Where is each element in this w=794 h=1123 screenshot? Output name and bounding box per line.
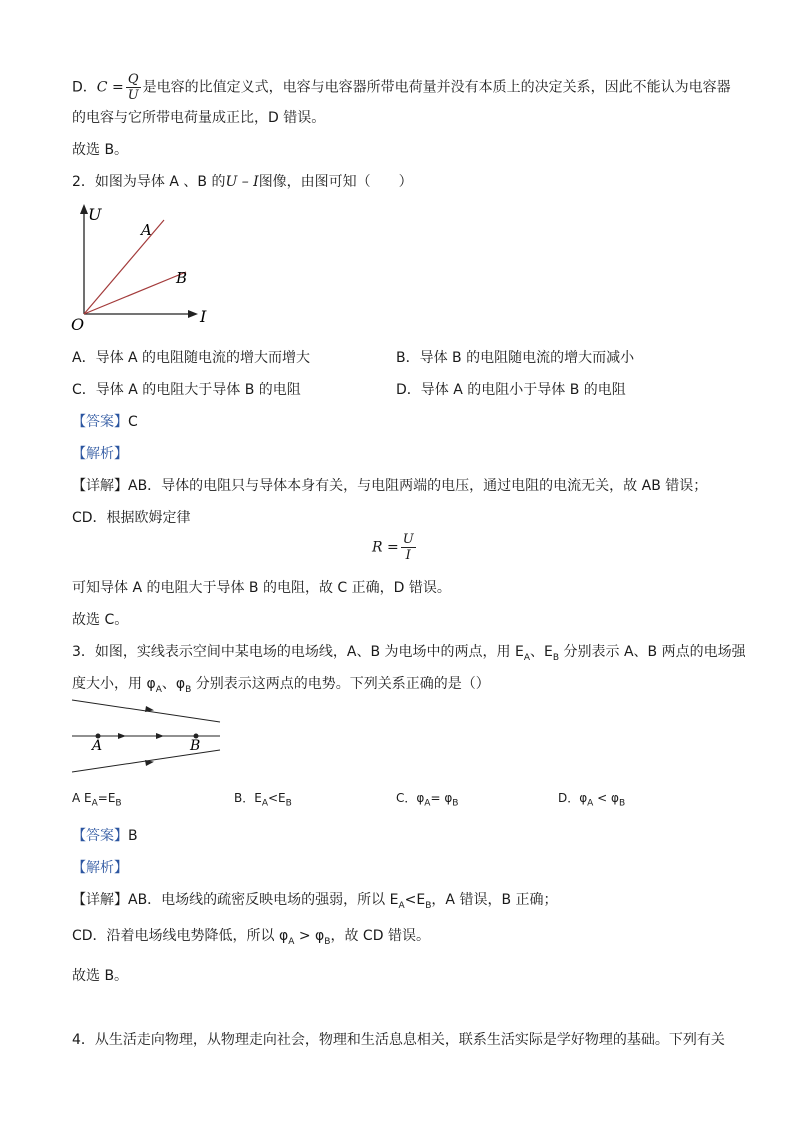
- sub-a: A: [91, 798, 98, 809]
- q2-option-c: C．导体 A 的电阻大于导体 B 的电阻: [72, 382, 301, 398]
- field-arrow-icon: [118, 733, 126, 739]
- q3-answer: [72, 826, 138, 846]
- sub-b: B: [185, 684, 192, 695]
- q3-option-b: [234, 788, 292, 813]
- sub-b: B: [285, 798, 292, 809]
- option-relation: <E: [268, 791, 286, 805]
- i-axis-arrow-icon: [188, 310, 198, 318]
- answer-value: C: [128, 414, 138, 430]
- q2-conclusion: 故选 C。: [72, 612, 129, 628]
- q2-ui-graph: [66, 200, 216, 335]
- sub-a: A: [587, 798, 594, 809]
- field-arrow-icon: [145, 706, 154, 712]
- q2-option-d: D．导体 A 的电阻小于导体 B 的电阻: [396, 382, 626, 398]
- q2-stem-prefix: 2．如图为导体 A 、B 的: [72, 174, 226, 190]
- q2-analysis-tag: 【解析】: [72, 446, 128, 462]
- q2-stem-ui: U – I: [225, 174, 259, 190]
- option-text: C．φ: [396, 791, 425, 805]
- q4-stem: 4．从生活走向物理，从物理走向社会，物理和生活息息相关，联系生活实际是学好物理的基础。下列有关: [72, 1032, 725, 1048]
- detail-tag: 【详解】: [72, 892, 128, 908]
- sub-b: B: [425, 900, 432, 911]
- q2-option-a: A．导体 A 的电阻随电流的增大而增大: [72, 350, 311, 366]
- option-relation: = φ: [430, 791, 453, 805]
- sub-b: B: [115, 798, 122, 809]
- option-text: B．E: [234, 791, 262, 805]
- q2-answer: [72, 412, 138, 432]
- q1-option-d-prefix: D．: [72, 79, 97, 96]
- sub-a: A: [288, 936, 295, 947]
- line-b: [84, 272, 186, 314]
- q2-option-b: B．导体 B 的电阻随电流的增大而减小: [396, 350, 635, 366]
- label-b: B: [176, 269, 188, 287]
- sub-a: A: [523, 652, 531, 663]
- sub-b: B: [324, 936, 331, 947]
- label-o: O: [71, 315, 85, 334]
- q3-analysis-tag: 【解析】: [72, 860, 128, 876]
- sub-b: B: [552, 652, 560, 663]
- q3-conclusion: 故选 B。: [72, 968, 129, 984]
- q1-conclusion: 故选 B。: [72, 142, 129, 158]
- q3-option-d: [558, 788, 625, 813]
- option-text: D．φ: [558, 791, 588, 805]
- detail-text-end: ，A 错误，B 正确；: [431, 892, 558, 908]
- detail-tag: 【详解】: [72, 478, 128, 494]
- fraction-numerator: U: [402, 532, 414, 547]
- sub-b: B: [452, 798, 459, 809]
- answer-value: B: [128, 828, 138, 844]
- u-axis-arrow-icon: [80, 204, 88, 214]
- q2-formula: [372, 532, 418, 563]
- q3-option-a: [72, 788, 122, 813]
- q3-stem2: 度大小，用 φ: [72, 676, 156, 692]
- label-point-b: B: [190, 738, 201, 754]
- line-a: [84, 220, 164, 314]
- fraction-numerator: Q: [126, 72, 141, 88]
- label-a: A: [141, 221, 152, 239]
- q1-option-d-line2: 的电容与它所带电荷量成正比，D 错误。: [72, 110, 326, 126]
- formula-c: C =: [96, 79, 124, 96]
- q2-after-formula: 可知导体 A 的电阻大于导体 B 的电阻，故 C 正确，D 错误。: [72, 580, 451, 596]
- cd-text: CD．沿着电场线电势降低，所以 φ: [72, 928, 289, 944]
- fraction-denominator: I: [405, 548, 411, 563]
- fraction-denominator: U: [127, 88, 139, 103]
- answer-tag: 【答案】: [72, 414, 128, 430]
- label-i: I: [200, 307, 207, 326]
- detail-text: AB．电场线的疏密反映电场的强弱，所以 E: [128, 892, 399, 908]
- q3-stem2-end: 分别表示这两点的电势。下列关系正确的是（）: [191, 676, 490, 692]
- option-text: A E: [72, 791, 92, 805]
- q1-option-d-text: 是电容的比值定义式，电容与电容器所带电荷量并没有本质上的决定关系，因此不能认为电容器: [142, 79, 731, 96]
- q2-stem: [72, 172, 413, 192]
- fraction-u-over-i: [401, 532, 416, 563]
- q1-option-d-line1: [72, 72, 731, 103]
- q3-stem1-end: 分别表示 A、B 两点的电场强: [559, 644, 746, 660]
- detail-relation: <E: [404, 892, 426, 908]
- formula-r: R =: [372, 539, 399, 556]
- q3-detail: [72, 890, 558, 916]
- q3-cd-text: [72, 926, 430, 952]
- label-u: U: [88, 205, 102, 224]
- q2-stem-suffix: 图像，由图可知（ ）: [258, 174, 413, 190]
- q3-stem-line1: [72, 642, 746, 668]
- q3-option-c: [396, 788, 458, 813]
- q3-field-lines-figure: [70, 696, 230, 780]
- sub-a: A: [398, 900, 405, 911]
- field-arrow-icon: [156, 733, 164, 739]
- q2-cd-text: CD．根据欧姆定律: [72, 510, 191, 526]
- cd-text-end: ，故 CD 错误。: [330, 928, 430, 944]
- option-relation: =E: [97, 791, 116, 805]
- q3-stem1-mid: 、E: [530, 644, 553, 660]
- sub-a: A: [424, 798, 431, 809]
- label-point-a: A: [92, 738, 103, 754]
- answer-tag: 【答案】: [72, 828, 128, 844]
- detail-text: AB．导体的电阻只与导体本身有关，与电阻两端的电压，通过电阻的电流无关，故 AB 错误；: [128, 478, 708, 494]
- fraction-q-over-u: [126, 72, 141, 103]
- sub-a: A: [155, 684, 162, 695]
- q2-detail: [72, 476, 707, 496]
- q3-stem1: 3．如图，实线表示空间中某电场的电场线，A、B 为电场中的两点，用 E: [72, 644, 524, 660]
- q3-stem2-mid: 、φ: [161, 676, 186, 692]
- sub-a: A: [261, 798, 268, 809]
- option-relation: < φ: [593, 791, 619, 805]
- field-arrow-icon: [145, 760, 154, 766]
- cd-relation: > φ: [294, 928, 325, 944]
- sub-b: B: [618, 798, 626, 809]
